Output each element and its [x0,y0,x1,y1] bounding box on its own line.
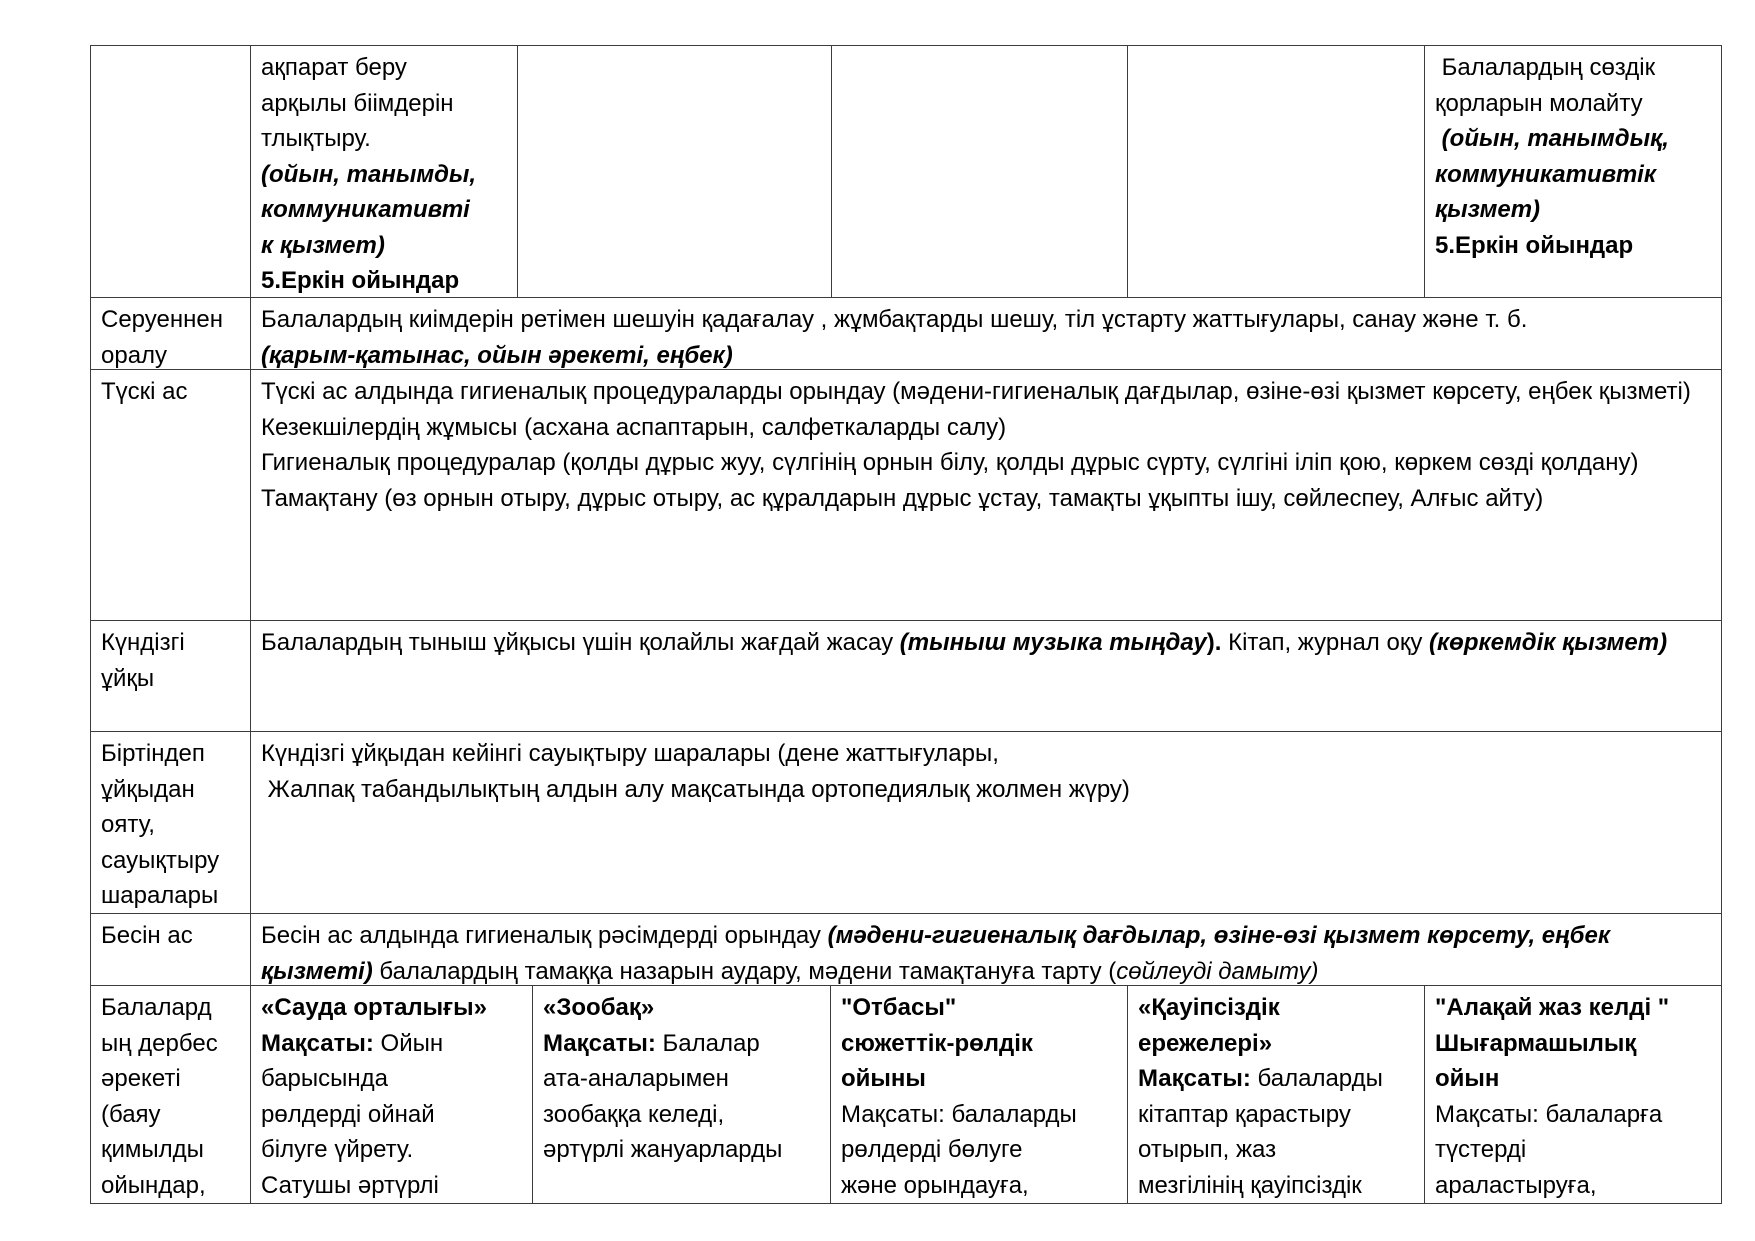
label-line: сауықтыру [101,846,220,874]
text-line: отырып, жаз [1138,1136,1277,1163]
list-item: 5.Еркін ойындар [261,267,460,294]
activity-span: (мәдени-гигиеналық дағдылар, өзіне-өзі қызмет көрсету, еңбек қызметі) [261,922,1610,985]
top-row-cell-6 [1425,46,1721,297]
activity-span: (тыныш музыка тыңдау [899,629,1207,656]
game-title: «Зообақ» [543,994,655,1021]
label-line: қимылды [101,1136,204,1163]
text-line: тлықтыру. [261,125,371,152]
text-span: Кітап, журнал оқу [1221,629,1429,656]
activity-line: қызмет) [1435,196,1541,223]
text-span: Балалардың тыныш ұйқысы үшін қолайлы жағдай жасау [261,629,900,656]
label-line: әрекеті [101,1065,181,1092]
text-line: Мақсаты: балаларды [841,1100,1077,1128]
text-line: түстерді [1435,1136,1527,1163]
text-line: ата-аналарымен [543,1065,729,1092]
label-line: Балалард [101,994,212,1021]
game-title: "Алақай жаз келді " [1435,994,1670,1021]
label-line: Біртіндеп [101,740,205,767]
text-line: рөлдерді ойнай [261,1100,435,1128]
activity-span: ). [1206,629,1222,656]
game-cell-5 [1425,986,1721,1203]
text-line: Балалардың сөздік [1435,54,1656,81]
game-title: ойыны [841,1065,926,1092]
game-cell-3 [831,986,1127,1203]
text-line: және орындауға, [841,1171,1029,1199]
goal-label: Мақсаты: [543,1029,656,1057]
goal-text: Ойын [373,1029,444,1057]
game-title: «Сауда орталығы» [261,994,488,1021]
goal-label: Мақсаты: [261,1029,374,1057]
label-line: ояту, [101,811,155,838]
row-label-wakeup [91,732,250,913]
label-line: ойындар, [101,1171,206,1199]
row-label-independent [91,986,250,1203]
paragraph: Тамақтану (өз орнын отыру, дұрыс отыру, ас құралдарын дұрыс ұстау, тамақты ұқыпты ішу, сөйлеспеу, Алғыс айту) [261,484,1544,512]
game-cell-1 [251,986,532,1203]
text-line: кітаптар қарастыру [1138,1100,1351,1128]
goal-text: Балалар [655,1029,760,1057]
game-title: ережелері» [1138,1029,1273,1057]
text-line: рөлдерді бөлуге [841,1136,1023,1163]
game-title: "Отбасы" [841,994,957,1021]
text-span: балалардың тамаққа назарын аудару, мәдени тамақтануға тарту ( [372,957,1117,985]
game-cell-4 [1128,986,1424,1203]
label-line: Серуеннен [101,306,223,333]
row-label-lunch [91,370,250,620]
top-row-cell-2 [251,46,517,297]
activity-line: коммуникативтік [1435,160,1656,188]
text-line: Мақсаты: балаларға [1435,1100,1663,1128]
label-line: ұйқы [101,664,155,692]
text-line: мезгілінің қауіпсіздік [1138,1171,1362,1199]
text-line: зообаққа келеді, [543,1100,725,1128]
activity-line: (қарым-қатынас, ойын әрекеті, еңбек) [261,341,733,369]
goal-text: балаларды [1250,1065,1383,1092]
label-line: оралу [101,341,168,369]
paragraph: Гигиеналық процедуралар (қолды дұрыс жуу, сүлгінің орнын білу, қолды дұрыс сүрту, сүлгіні іліп қою, көркем сөзді қолдану) [261,449,1639,476]
activity-line: (ойын, танымды, [261,160,477,188]
paragraph: Кезекшілердің жұмысы (асхана аспаптарын, салфеткаларды салу) [261,413,1007,441]
label-line: Түскі ас [101,378,188,405]
text-line: Жалпақ табандылықтың алдын алу мақсатында ортопедиялық жолмен жүру) [261,775,1130,803]
game-title: Шығармашылық [1435,1029,1637,1057]
label-line: (баяу [101,1100,161,1128]
text-line: Балалардың киімдерін ретімен шешуін қадағалау , жұмбақтарды шешу, тіл ұстарту жаттығулары, санау және т. б. [261,306,1528,333]
row-content-snack [251,914,1721,985]
label-line: Күндізгі [101,629,185,656]
game-cell-2 [533,986,830,1203]
goal-label: Мақсаты: [1138,1065,1251,1092]
activity-line: коммуникативті [261,196,470,223]
table-line [1127,45,1128,297]
table-line [831,45,832,297]
row-content-lunch [251,370,1721,620]
label-line: ың дербес [101,1029,218,1057]
activity-span: сөйлеуді дамыту) [1116,957,1319,985]
text-line: Күндізгі ұйқыдан кейінгі сауықтыру шаралары (дене жаттығулары, [261,740,999,767]
text-line: қорларын молайту [1435,89,1643,117]
table-line [1721,45,1722,1204]
row-content-wakeup [251,732,1721,913]
row-content-return-walk [251,298,1721,369]
row-label-return-walk [91,298,250,369]
label-line: шаралары [101,882,219,909]
list-item: 5.Еркін ойындар [1435,231,1634,259]
activity-line: (ойын, танымдық, [1435,125,1669,152]
text-line: барысында [261,1065,388,1092]
table-line [517,45,518,297]
game-title: «Қауіпсіздік [1138,994,1280,1021]
row-label-nap [91,621,250,731]
row-content-nap [251,621,1721,731]
text-span: Бесін ас алдында гигиеналық рәсімдерді орындау [261,922,828,949]
text-line: арқылы біімдерін [261,89,454,117]
activity-line: к қызмет) [261,231,385,259]
text-line: ақпарат беру [261,54,407,81]
label-line: Бесін ас [101,922,193,949]
label-line: ұйқыдан [101,775,195,803]
text-line: білуге үйрету. [261,1136,414,1163]
paragraph: Түскі ас алдында гигиеналық процедураларды орындау (мәдени-гигиеналық дағдылар, өзіне-өзі қызмет көрсету, еңбек қызметі) [261,378,1691,405]
game-title: сюжеттік-рөлдік [841,1029,1033,1057]
game-title: ойын [1435,1065,1500,1092]
activity-span: (көркемдік қызмет) [1429,629,1668,656]
text-line: Сатушы әртүрлі [261,1171,439,1199]
table-line [90,1203,1722,1204]
text-line: әртүрлі жануарларды [543,1136,783,1163]
row-label-snack [91,914,250,985]
text-line: араластыруға, [1435,1171,1597,1199]
